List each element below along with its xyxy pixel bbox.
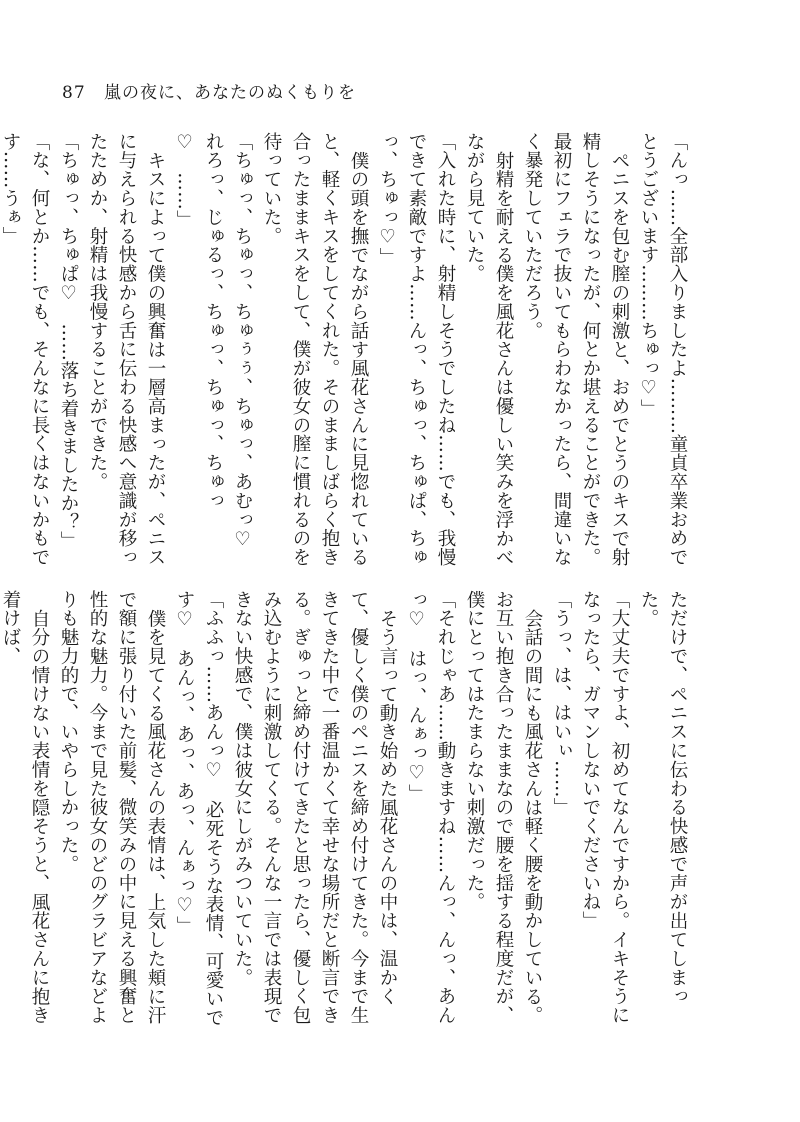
paragraph: そう言って動き始めた風花さんの中は、温かくて、優しく僕のペニスを締め付けてきた。今まで生きてきた中で一番温かくて幸せな場所だと断言できる。ぎゅっと締め付けてきたと思ったら、優しく包み込むように刺激してくる。そんな一言では表現できない快感で、僕は彼女にしがみついていた。	[232, 590, 398, 1025]
paragraph: 会話の間にも風花さんは軽く腰を動かしている。お互い抱き合ったままなので腰を揺する程度だが、僕にとってはたまらない刺激だった。	[464, 590, 543, 1025]
paragraph: ペニスを包む膣の刺激と、おめでとうのキスで射精しそうになったが、何とか堪えることができた。最初にフェラで抜いてもらわなかったら、間違いなく暴発していただろう。	[522, 132, 630, 567]
running-title: 嵐の夜に、あなたのぬくもりを	[104, 83, 357, 103]
running-header	[62, 78, 356, 103]
paragraph: 「んっ……全部入りましたよ………童貞卒業おめでとうございます………ちゅっ♡」	[638, 132, 688, 567]
lower-text-block	[0, 590, 692, 1037]
paragraph: 自分の情けない表情を隠そうと、風花さんに抱き着けば、	[0, 590, 50, 1025]
paragraph: 「ちゅっ、ちゅぱ♡ ……落ち着きましたか？」	[58, 132, 79, 551]
paragraph: ただけで、ペニスに伝わる快感で声が出てしまった。	[638, 590, 688, 1006]
paragraph: 僕の頭を撫でながら話す風花さんに見惚れていると、軽くキスをしてくれた。そのまましばらく抱き合ったままキスをして、僕が彼女の膣に慣れるのを待っていた。	[261, 132, 369, 567]
paragraph: 「な、何とか……でも、そんなに長くはないかもです……うぁ」	[0, 132, 50, 567]
paragraph: 「それじゃあ……動きますね……んっ、んっ、あんっ♡ はっ、んぁっ♡」	[406, 590, 456, 1025]
paragraph: 「ちゅっ、ちゅっ、ちゅぅぅ、ちゅっ、あむっ♡ れろっ、じゅるっ、ちゅっ、ちゅっ、ちゅっ♡ ……」	[174, 132, 253, 570]
paragraph: 「ふふっ……あんっ♡ 必死そうな表情、可愛いです♡ あんっ、あっ、あっ、んぁっ♡」	[174, 590, 224, 1028]
page-number: 87	[62, 83, 86, 103]
paragraph: 「入れた時に、射精しそうでしたね……でも、我慢できて素敵ですよ……んっ、ちゅっ、ちゅぱ、ちゅっ、ちゅっ♡」	[377, 132, 456, 567]
upper-text-block	[0, 132, 692, 577]
paragraph: 射精を耐える僕を風花さんは優しい笑みを浮かべながら見ていた。	[464, 132, 514, 567]
paragraph: 「大丈夫ですよ、初めてなんですから。イキそうになったら、ガマンしないでくださいね」	[580, 590, 630, 1025]
paragraph: 僕を見てくる風花さんの表情は、上気した頬に汗で額に張り付いた前髪、微笑みの中に見える興奮と性的な魅力。今まで見た彼女のどのグラビアなどよりも魅力的で、いやらしかった。	[58, 590, 166, 1025]
paragraph: 「うっ、は、はいぃ……」	[551, 590, 572, 817]
paragraph: キスによって僕の興奮は一層高まったが、ペニスに与えられる快感から舌に伝わる快感へ意識が移ったためか、射精は我慢することができた。	[87, 132, 166, 567]
